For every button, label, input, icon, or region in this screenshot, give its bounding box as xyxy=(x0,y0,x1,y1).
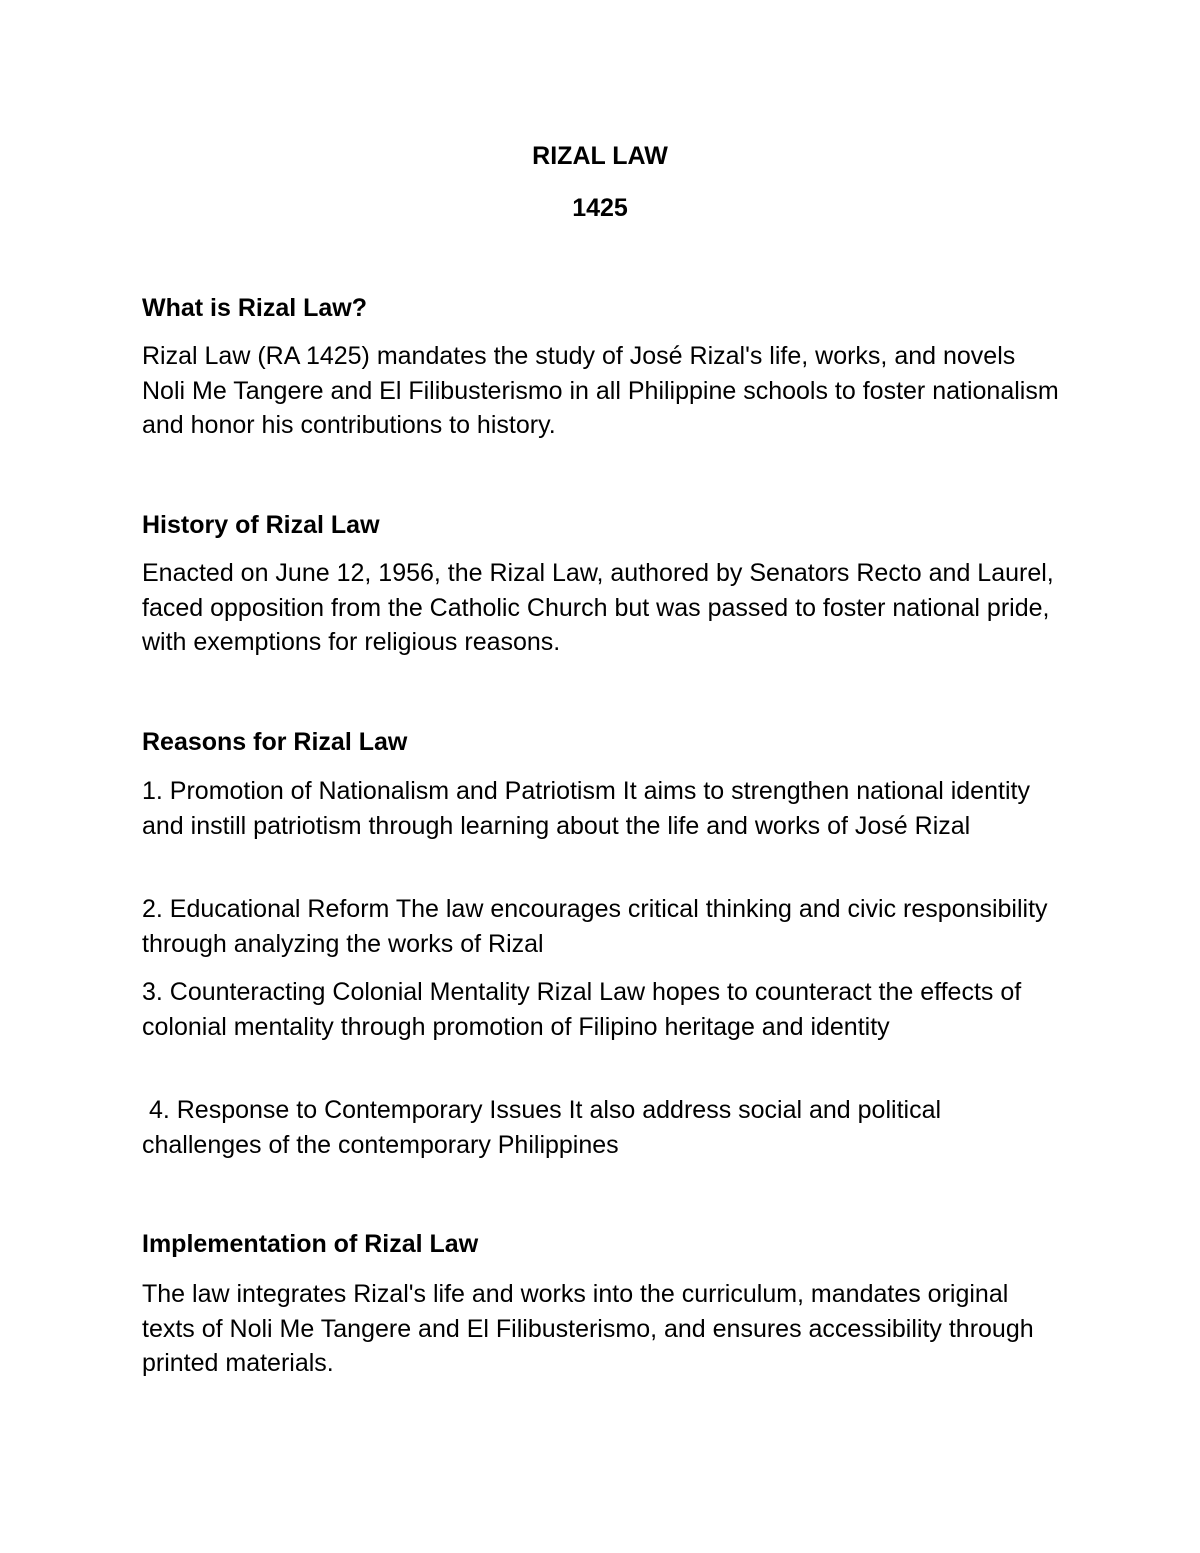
section-body-history: Enacted on June 12, 1956, the Rizal Law, authored by Senators Recto and Laurel, faced opposition from the Catholic Church but was passed to foster national pride, with exemptions for religious reasons. xyxy=(142,559,1054,656)
reason-item-1: 1. Promotion of Nationalism and Patriotism It aims to strengthen national identity and instill patriotism through learning about the life and works of José Rizal xyxy=(142,777,1030,840)
section-heading-reasons: Reasons for Rizal Law xyxy=(142,728,408,756)
reason-item-2: 2. Educational Reform The law encourages critical thinking and civic responsibility through analyzing the works of Rizal xyxy=(142,895,1048,958)
section-heading-what: What is Rizal Law? xyxy=(142,294,368,322)
section-heading-history: History of Rizal Law xyxy=(142,511,380,539)
document-subtitle: 1425 xyxy=(572,194,628,222)
document-title: RIZAL LAW xyxy=(532,142,668,170)
reason-item-4: 4. Response to Contemporary Issues It also address social and political challenges of the contemporary Philippines xyxy=(142,1096,948,1159)
section-body-implementation: The law integrates Rizal's life and works into the curriculum, mandates original texts of Noli Me Tangere and El Filibusterismo, and ensures accessibility through printed materials. xyxy=(142,1280,1034,1377)
section-heading-implementation: Implementation of Rizal Law xyxy=(142,1230,479,1258)
reason-item-3: 3. Counteracting Colonial Mentality Rizal Law hopes to counteract the effects of colonial mentality through promotion of Filipino heritage and identity xyxy=(142,978,1022,1041)
section-body-what: Rizal Law (RA 1425) mandates the study of José Rizal's life, works, and novels Noli Me Tangere and El Filibusterismo in all Philippine schools to foster nationalism and honor his contributions to history. xyxy=(142,342,1059,439)
